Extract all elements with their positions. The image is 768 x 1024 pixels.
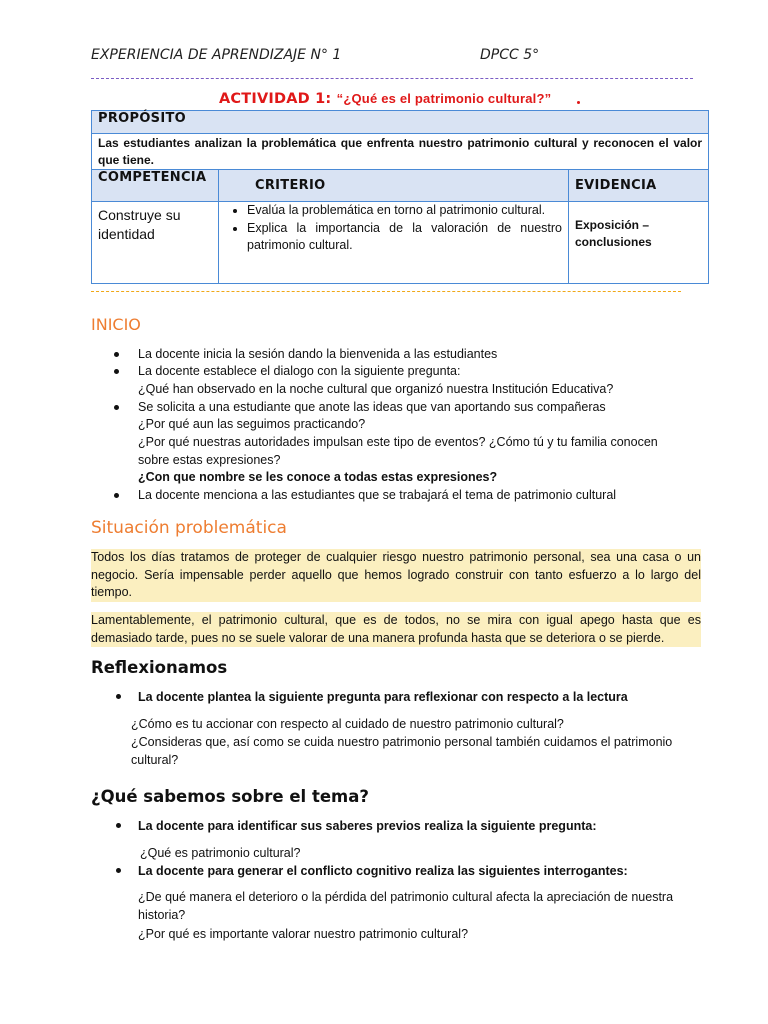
bullet-icon [116,823,121,828]
header-divider [91,78,693,79]
bullet-icon [114,493,119,498]
competency-cell [92,202,219,284]
purpose-header-cell [92,111,709,134]
bullet-icon [116,868,121,873]
sabemos-question-3: ¿Por qué es importante valorar nuestro patrimonio cultural? [138,927,469,941]
criteria-item: • Evalúa la problemática en torno al patrimonio cultural. [247,202,562,219]
purpose-header: PROPÓSITO [98,111,186,126]
evidence-value: Exposición – conclusiones [575,218,652,249]
sabemos-item-1: La docente para identificar sus saberes previos realiza la siguiente pregunta: [138,819,597,833]
situacion-paragraph-1-box [91,549,701,602]
red-dot-mark [577,101,580,104]
experience-title: EXPERIENCIA DE APRENDIZAJE N° 1 [91,47,342,63]
situacion-paragraph-1: Todos los días tratamos de proteger de cualquier riesgo nuestro patrimonio personal, sea una casa o un negocio. Sería impensable perder aquello que hemos logrado construir con tanto esfuerzo a lo largo del tiempo. [91,550,701,599]
situacion-heading: Situación problemática [91,518,287,538]
purpose-table [91,110,709,284]
evidence-header: EVIDENCIA [575,178,657,193]
criteria-header: CRITERIO [255,178,326,193]
inicio-item-3-question-3: ¿Con que nombre se les conoce a todas estas expresiones? [138,470,498,484]
activity-label: ACTIVIDAD 1: [219,91,332,107]
criteria-list [225,202,562,254]
sabemos-question-1: ¿Qué es patrimonio cultural? [140,846,301,860]
table-divider [91,291,681,292]
reflexionamos-question-1: ¿Cómo es tu accionar con respecto al cuidado de nuestro patrimonio cultural? [131,717,564,731]
sabemos-item-2: La docente para generar el conflicto cognitivo realiza las siguientes interrogantes: [138,864,628,878]
reflexionamos-question-2: ¿Consideras que, así como se cuida nuestro patrimonio personal también cuidamos el patrimonio cultural? [131,735,673,767]
situacion-paragraph-2-box [91,612,701,647]
competency-value: Construye su identidad [98,207,181,242]
criteria-item: • Explica la importancia de la valoración de nuestro patrimonio cultural. [247,220,562,254]
sabemos-question-2: ¿De qué manera el deterioro o la pérdida del patrimonio cultural afecta la apreciación de nuestra historia? [138,890,674,922]
course-label: DPCC 5° [480,47,540,63]
inicio-item-2: La docente establece el dialogo con la siguiente pregunta: [138,364,461,378]
competency-header-cell [92,170,219,202]
inicio-item-1: La docente inicia la sesión dando la bienvenida a las estudiantes [138,347,498,361]
criteria-cell [219,202,569,284]
evidence-cell [569,202,709,284]
purpose-text: Las estudiantes analizan la problemática que enfrenta nuestro patrimonio cultural y reconocen el valor que tiene. [98,136,703,167]
inicio-item-3: Se solicita a una estudiante que anote las ideas que van aportando sus compañeras [138,400,606,414]
situacion-paragraph-2: Lamentablemente, el patrimonio cultural, que es de todos, no se mira con igual apego hasta que es demasiado tarde, pues no se suele valorar de una manera profunda hasta que se deteriora o se pierde. [91,613,701,645]
activity-title [219,91,551,107]
bullet-icon [114,352,119,357]
reflexionamos-heading: Reflexionamos [91,658,228,677]
competency-header: COMPETENCIA [98,170,207,185]
inicio-item-2-question: ¿Qué han observado en la noche cultural que organizó nuestra Institución Educativa? [138,382,614,396]
inicio-item-4: La docente menciona a las estudiantes que se trabajará el tema de patrimonio cultural [138,488,617,502]
reflexionamos-item-1: La docente plantea la siguiente pregunta para reflexionar con respecto a la lectura [138,690,628,704]
bullet-icon [114,405,119,410]
criteria-header-cell [219,170,569,202]
inicio-item-3-question-1: ¿Por qué aun las seguimos practicando? [138,417,366,431]
purpose-text-cell [92,134,709,170]
evidence-header-cell [569,170,709,202]
bullet-icon [114,369,119,374]
sabemos-heading: ¿Qué sabemos sobre el tema? [91,787,369,806]
activity-question: “¿Qué es el patrimonio cultural?” [336,91,552,106]
inicio-heading: INICIO [91,315,141,334]
bullet-icon [116,694,121,699]
inicio-item-3-question-2: ¿Por qué nuestras autoridades impulsan este tipo de eventos? ¿Cómo tú y tu familia conocen sobre estas expresiones? [138,435,658,467]
